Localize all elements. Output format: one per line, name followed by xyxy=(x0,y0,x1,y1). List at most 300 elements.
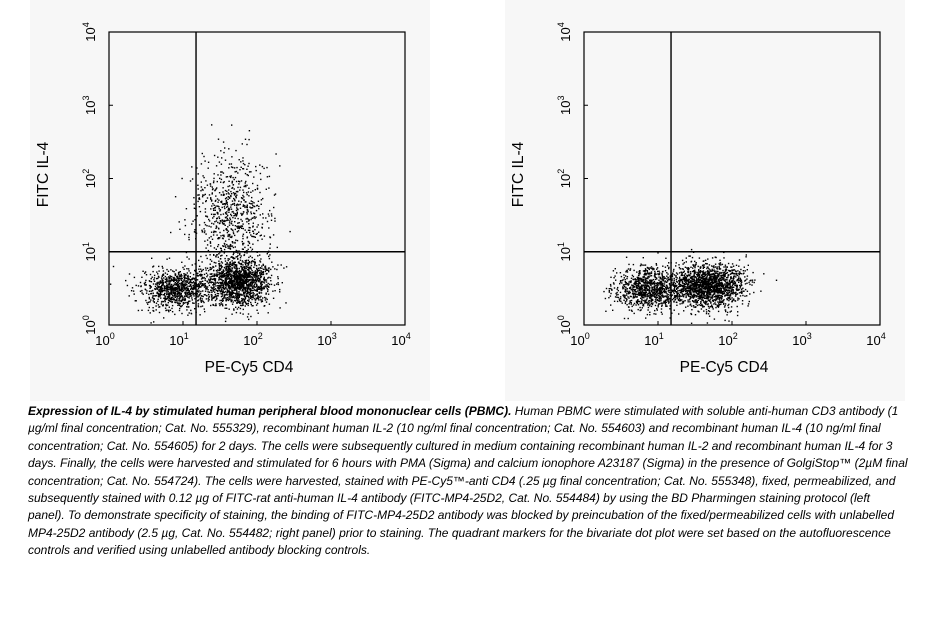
scatter-point xyxy=(228,297,229,298)
scatter-point xyxy=(222,299,223,300)
scatter-point xyxy=(226,273,227,274)
scatter-point xyxy=(133,290,134,291)
scatter-point xyxy=(225,245,226,246)
scatter-point xyxy=(217,181,218,182)
scatter-point xyxy=(208,300,209,301)
scatter-point xyxy=(166,259,167,260)
scatter-point xyxy=(160,286,161,287)
scatter-point xyxy=(213,232,214,233)
scatter-point xyxy=(625,281,626,282)
scatter-point xyxy=(221,164,222,165)
scatter-point xyxy=(241,278,242,279)
scatter-point xyxy=(249,280,250,281)
scatter-point xyxy=(221,194,222,195)
scatter-point xyxy=(187,315,188,316)
scatter-point xyxy=(205,267,206,268)
scatter-point xyxy=(113,266,114,267)
scatter-point xyxy=(184,265,185,266)
scatter-point xyxy=(244,282,245,283)
scatter-point xyxy=(169,300,170,301)
scatter-point xyxy=(182,297,183,298)
scatter-point xyxy=(221,202,222,203)
scatter-point xyxy=(256,234,257,235)
scatter-point xyxy=(739,292,740,293)
scatter-point xyxy=(245,263,246,264)
scatter-point xyxy=(244,164,245,165)
scatter-point xyxy=(260,274,261,275)
scatter-point xyxy=(236,292,237,293)
scatter-point xyxy=(221,277,222,278)
scatter-point xyxy=(261,239,262,240)
scatter-point xyxy=(219,267,220,268)
scatter-point xyxy=(654,274,655,275)
scatter-point xyxy=(229,285,230,286)
scatter-point xyxy=(220,285,221,286)
scatter-point xyxy=(254,216,255,217)
scatter-point xyxy=(211,296,212,297)
scatter-point xyxy=(246,232,247,233)
scatter-point xyxy=(642,290,643,291)
right-dot-plot-panel xyxy=(505,0,905,401)
scatter-point xyxy=(683,296,684,297)
scatter-point xyxy=(231,228,232,229)
scatter-point xyxy=(215,210,216,211)
scatter-point xyxy=(209,254,210,255)
scatter-point xyxy=(200,306,201,307)
scatter-point xyxy=(746,295,747,296)
scatter-point xyxy=(162,280,163,281)
scatter-point xyxy=(146,302,147,303)
scatter-point xyxy=(646,288,647,289)
scatter-point xyxy=(232,211,233,212)
scatter-point xyxy=(261,282,262,283)
scatter-point xyxy=(627,270,628,271)
scatter-point xyxy=(730,295,731,296)
scatter-point xyxy=(658,305,659,306)
scatter-point xyxy=(615,280,616,281)
scatter-point xyxy=(202,298,203,299)
scatter-point xyxy=(211,294,212,295)
scatter-point xyxy=(701,308,702,309)
scatter-point xyxy=(245,279,246,280)
scatter-point xyxy=(203,277,204,278)
scatter-point xyxy=(627,271,628,272)
scatter-point xyxy=(644,271,645,272)
scatter-point xyxy=(211,267,212,268)
scatter-point xyxy=(209,282,210,283)
scatter-point xyxy=(614,301,615,302)
scatter-point xyxy=(223,284,224,285)
scatter-point xyxy=(210,197,211,198)
scatter-point xyxy=(212,282,213,283)
scatter-point xyxy=(629,292,630,293)
scatter-point xyxy=(178,300,179,301)
scatter-point xyxy=(224,294,225,295)
scatter-point xyxy=(237,209,238,210)
scatter-point xyxy=(183,273,184,274)
scatter-point xyxy=(149,301,150,302)
scatter-point xyxy=(209,296,210,297)
scatter-point xyxy=(160,291,161,292)
left-dot-plot-panel xyxy=(30,0,430,401)
scatter-point xyxy=(182,291,183,292)
scatter-point xyxy=(220,174,221,175)
scatter-point xyxy=(249,219,250,220)
scatter-point xyxy=(201,163,202,164)
scatter-point xyxy=(617,287,618,288)
scatter-point xyxy=(248,245,249,246)
scatter-point xyxy=(748,282,749,283)
scatter-point xyxy=(747,291,748,292)
scatter-point xyxy=(647,278,648,279)
scatter-point xyxy=(255,272,256,273)
scatter-point xyxy=(201,271,202,272)
scatter-point xyxy=(628,318,629,319)
scatter-point xyxy=(651,280,652,281)
scatter-point xyxy=(213,297,214,298)
scatter-point xyxy=(165,299,166,300)
scatter-point xyxy=(182,284,183,285)
scatter-point xyxy=(638,304,639,305)
scatter-point xyxy=(627,291,628,292)
scatter-point xyxy=(235,276,236,277)
scatter-point xyxy=(173,271,174,272)
scatter-point xyxy=(237,268,238,269)
scatter-point xyxy=(210,185,211,186)
scatter-point xyxy=(646,298,647,299)
scatter-point xyxy=(255,237,256,238)
scatter-point xyxy=(268,312,269,313)
scatter-point xyxy=(629,270,630,271)
scatter-point xyxy=(700,270,701,271)
scatter-point xyxy=(213,180,214,181)
scatter-point xyxy=(210,241,211,242)
scatter-point xyxy=(212,288,213,289)
scatter-point xyxy=(153,283,154,284)
scatter-point xyxy=(248,163,249,164)
scatter-point xyxy=(212,239,213,240)
scatter-point xyxy=(666,285,667,286)
scatter-point xyxy=(614,287,615,288)
scatter-point xyxy=(683,290,684,291)
scatter-point xyxy=(251,282,252,283)
scatter-point xyxy=(250,302,251,303)
scatter-point xyxy=(242,302,243,303)
scatter-point xyxy=(269,248,270,249)
scatter-point xyxy=(192,299,193,300)
scatter-point xyxy=(258,208,259,209)
scatter-point xyxy=(669,279,670,280)
scatter-point xyxy=(204,294,205,295)
scatter-point xyxy=(647,303,648,304)
scatter-point xyxy=(639,289,640,290)
scatter-point xyxy=(253,233,254,234)
scatter-point xyxy=(216,290,217,291)
scatter-point xyxy=(199,271,200,272)
scatter-point xyxy=(149,291,150,292)
scatter-point xyxy=(654,287,655,288)
scatter-point xyxy=(229,225,230,226)
scatter-point xyxy=(258,232,259,233)
scatter-point xyxy=(228,287,229,288)
scatter-point xyxy=(183,302,184,303)
scatter-point xyxy=(220,150,221,151)
scatter-point xyxy=(239,169,240,170)
scatter-point xyxy=(224,147,225,148)
scatter-point xyxy=(634,297,635,298)
scatter-points xyxy=(110,124,291,323)
scatter-point xyxy=(619,300,620,301)
scatter-point xyxy=(256,304,257,305)
scatter-point xyxy=(225,264,226,265)
scatter-point xyxy=(251,304,252,305)
scatter-point xyxy=(733,290,734,291)
scatter-point xyxy=(244,207,245,208)
scatter-point xyxy=(265,217,266,218)
scatter-point xyxy=(660,278,661,279)
scatter-point xyxy=(152,296,153,297)
scatter-point xyxy=(191,291,192,292)
scatter-point xyxy=(245,305,246,306)
scatter-point xyxy=(257,287,258,288)
scatter-point xyxy=(645,287,646,288)
scatter-point xyxy=(208,298,209,299)
scatter-point xyxy=(228,193,229,194)
scatter-point xyxy=(212,304,213,305)
scatter-point xyxy=(233,272,234,273)
scatter-point xyxy=(166,294,167,295)
scatter-point xyxy=(662,288,663,289)
scatter-point xyxy=(140,282,141,283)
scatter-point xyxy=(666,272,667,273)
scatter-point xyxy=(159,291,160,292)
scatter-point xyxy=(231,204,232,205)
scatter-point xyxy=(234,242,235,243)
scatter-point xyxy=(264,235,265,236)
scatter-point xyxy=(636,271,637,272)
scatter-point xyxy=(254,259,255,260)
scatter-point xyxy=(636,296,637,297)
scatter-point xyxy=(263,278,264,279)
scatter-point xyxy=(205,247,206,248)
scatter-point xyxy=(654,276,655,277)
scatter-point xyxy=(643,280,644,281)
scatter-point xyxy=(610,304,611,305)
scatter-point xyxy=(630,281,631,282)
scatter-point xyxy=(152,271,153,272)
scatter-point xyxy=(729,281,730,282)
scatter-point xyxy=(615,268,616,269)
scatter-point xyxy=(222,305,223,306)
scatter-point xyxy=(654,272,655,273)
scatter-point xyxy=(161,279,162,280)
scatter-point xyxy=(664,281,665,282)
scatter-point xyxy=(268,267,269,268)
scatter-point xyxy=(616,294,617,295)
scatter-point xyxy=(242,235,243,236)
scatter-point xyxy=(172,270,173,271)
scatter-point xyxy=(748,303,749,304)
scatter-point xyxy=(653,279,654,280)
scatter-point xyxy=(213,282,214,283)
scatter-point xyxy=(608,297,609,298)
scatter-point xyxy=(261,265,262,266)
scatter-point xyxy=(682,281,683,282)
scatter-point xyxy=(223,194,224,195)
scatter-point xyxy=(629,303,630,304)
scatter-point xyxy=(256,265,257,266)
scatter-point xyxy=(232,263,233,264)
scatter-point xyxy=(649,305,650,306)
scatter-point xyxy=(230,281,231,282)
scatter-point xyxy=(205,269,206,270)
scatter-point xyxy=(696,272,697,273)
scatter-point xyxy=(606,288,607,289)
scatter-point xyxy=(637,299,638,300)
scatter-point xyxy=(269,284,270,285)
scatter-point xyxy=(641,297,642,298)
scatter-point xyxy=(165,279,166,280)
scatter-point xyxy=(193,294,194,295)
scatter-point xyxy=(218,272,219,273)
scatter-point xyxy=(263,281,264,282)
scatter-point xyxy=(215,303,216,304)
scatter-point xyxy=(157,301,158,302)
scatter-point xyxy=(175,196,176,197)
scatter-point xyxy=(243,287,244,288)
scatter-point xyxy=(218,257,219,258)
scatter-point xyxy=(226,203,227,204)
scatter-point xyxy=(267,299,268,300)
scatter-point xyxy=(180,300,181,301)
scatter-point xyxy=(211,290,212,291)
scatter-point xyxy=(693,266,694,267)
scatter-point xyxy=(222,295,223,296)
scatter-point xyxy=(679,267,680,268)
scatter-point xyxy=(136,300,137,301)
scatter-point xyxy=(183,269,184,270)
scatter-point xyxy=(717,301,718,302)
scatter-point xyxy=(229,278,230,279)
scatter-point xyxy=(257,188,258,189)
scatter-point xyxy=(186,284,187,285)
scatter-point xyxy=(187,276,188,277)
scatter-point xyxy=(207,268,208,269)
scatter-point xyxy=(231,283,232,284)
scatter-point xyxy=(248,175,249,176)
scatter-point xyxy=(252,257,253,258)
scatter-point xyxy=(221,179,222,180)
scatter-point xyxy=(192,285,193,286)
scatter-point xyxy=(628,264,629,265)
scatter-point xyxy=(232,260,233,261)
scatter-point xyxy=(141,310,142,311)
scatter-point xyxy=(649,312,650,313)
scatter-point xyxy=(658,289,659,290)
scatter-point xyxy=(684,275,685,276)
scatter-point xyxy=(191,223,192,224)
scatter-point xyxy=(226,230,227,231)
scatter-point xyxy=(198,194,199,195)
scatter-point xyxy=(199,224,200,225)
scatter-point xyxy=(629,302,630,303)
scatter-point xyxy=(245,201,246,202)
scatter-point xyxy=(162,266,163,267)
scatter-point xyxy=(247,293,248,294)
scatter-point xyxy=(212,188,213,189)
scatter-point xyxy=(249,130,250,131)
scatter-point xyxy=(279,307,280,308)
scatter-point xyxy=(687,306,688,307)
scatter-point xyxy=(186,278,187,279)
scatter-point xyxy=(259,192,260,193)
scatter-point xyxy=(217,246,218,247)
x-tick-label: $10^2$ xyxy=(243,331,263,348)
scatter-point xyxy=(198,173,199,174)
scatter-point xyxy=(667,265,668,266)
scatter-point xyxy=(161,277,162,278)
scatter-point xyxy=(219,285,220,286)
scatter-point xyxy=(234,203,235,204)
scatter-point xyxy=(166,269,167,270)
scatter-point xyxy=(217,174,218,175)
scatter-point xyxy=(218,261,219,262)
scatter-point xyxy=(173,277,174,278)
scatter-point xyxy=(691,276,692,277)
scatter-point xyxy=(274,218,275,219)
scatter-point xyxy=(243,163,244,164)
scatter-point xyxy=(249,277,250,278)
scatter-point xyxy=(253,271,254,272)
scatter-point xyxy=(181,274,182,275)
scatter-point xyxy=(241,274,242,275)
scatter-point xyxy=(157,273,158,274)
scatter-point xyxy=(647,268,648,269)
scatter-point xyxy=(663,280,664,281)
scatter-point xyxy=(241,263,242,264)
scatter-point xyxy=(260,173,261,174)
scatter-point xyxy=(257,294,258,295)
scatter-point xyxy=(719,297,720,298)
scatter-point xyxy=(245,181,246,182)
scatter-point xyxy=(731,273,732,274)
scatter-point xyxy=(245,173,246,174)
scatter-point xyxy=(664,276,665,277)
scatter-point xyxy=(224,249,225,250)
scatter-point xyxy=(659,272,660,273)
scatter-point xyxy=(170,301,171,302)
scatter-point xyxy=(198,303,199,304)
scatter-point xyxy=(199,266,200,267)
scatter-point xyxy=(236,303,237,304)
scatter-point xyxy=(239,301,240,302)
scatter-point xyxy=(257,205,258,206)
scatter-point xyxy=(215,228,216,229)
scatter-point xyxy=(174,280,175,281)
scatter-point xyxy=(725,286,726,287)
scatter-point xyxy=(175,284,176,285)
scatter-point xyxy=(241,298,242,299)
scatter-point xyxy=(668,277,669,278)
scatter-point xyxy=(632,275,633,276)
scatter-point xyxy=(220,258,221,259)
scatter-point xyxy=(747,305,748,306)
scatter-point xyxy=(683,302,684,303)
scatter-point xyxy=(197,273,198,274)
scatter-point xyxy=(649,292,650,293)
scatter-point xyxy=(266,293,267,294)
scatter-point xyxy=(210,226,211,227)
